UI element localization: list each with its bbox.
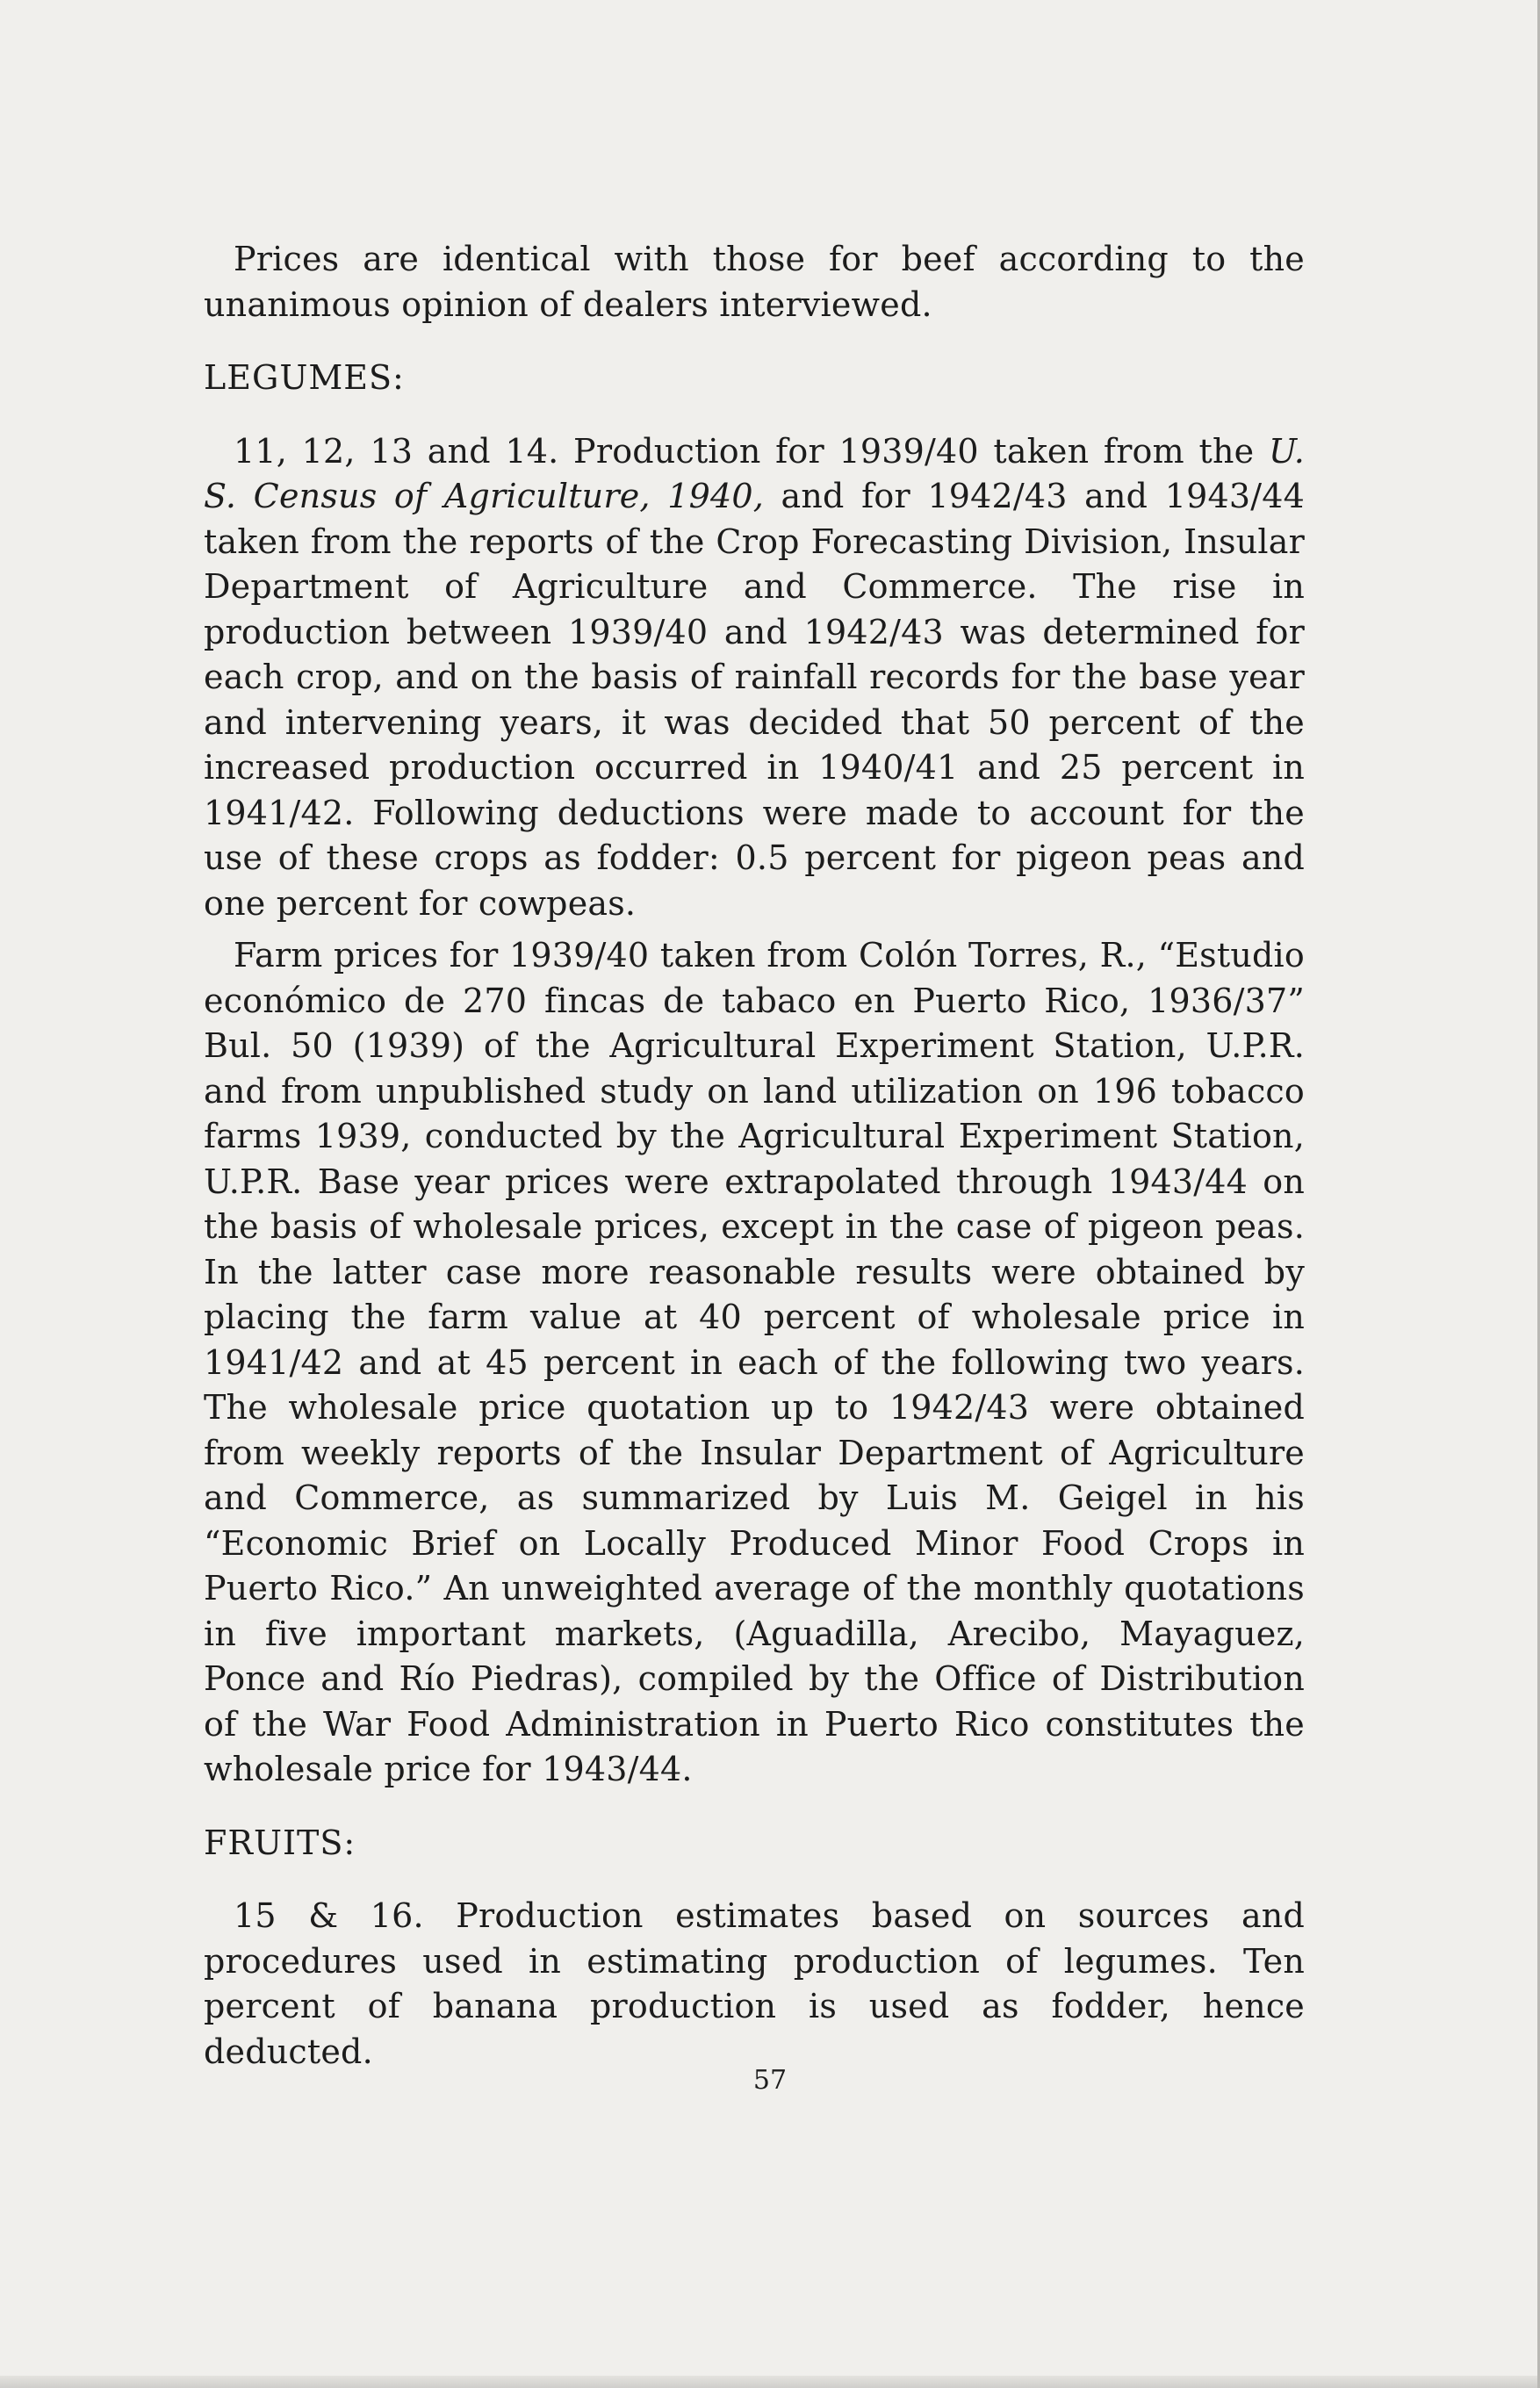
page-body (204, 237, 1305, 2075)
legumes-heading: LEGUMES: (204, 358, 405, 397)
page-number: 57 (752, 2065, 788, 2096)
intro-paragraph: Prices are identical with those for beef according to the unanimous opinion of dealers interviewed. (204, 240, 1305, 324)
legumes-paragraph-1-lead: 11, 12, 13 and 14. Production for 1939/40 taken from the (234, 431, 1269, 471)
legumes-paragraph-1-rest: and for 1942/43 and 1943/44 taken from the reports of the Crop Forecasting Division, Insular Department of Agriculture and Commerce. The rise in production between 1939/40 and 1942/43 was determined for each crop, and on the basis of rainfall records for the base year and intervening years, it was decided that 50 percent of the increased production occurred in 1940/41 and 25 percent in 1941/42. Following deductions were made to account for the use of these crops as fodder: 0.5 percent for pigeon peas and one percent for cowpeas. (204, 477, 1305, 923)
legumes-paragraph-1 (204, 429, 1305, 927)
census-title: U. S. Census of Agriculture, 1940, (204, 431, 1305, 515)
fruits-paragraph-1: 15 & 16. Production estimates based on sources and procedures used in estimating production of legumes. Ten percent of banana production is used as fodder, hence deducted. (204, 1896, 1305, 2071)
legumes-paragraph-2: Farm prices for 1939/40 taken from Colón Torres, R., “Estudio económico de 270 fincas de tabaco en Puerto Rico, 1936/37” Bul. 50 (1939) of the Agricultural Experiment Station, U.P.R. and from unpublished study on land utilization on 196 tobacco farms 1939, conducted by the Agricultural Experiment Station, U.P.R. Base year prices were extrapolated through 1943/44 on the basis of wholesale prices, except in the case of pigeon peas. In the latter case more reasonable results were obtained by placing the farm value at 40 percent of wholesale price in 1941/42 and at 45 percent in each of the following two years. The wholesale price quotation up to 1942/43 were obtained from weekly reports of the Insular Department of Agriculture and Commerce, as summarized by Luis M. Geigel in his “Economic Brief on Locally Produced Minor Food Crops in Puerto Rico.” An unweighted average of the monthly quotations in five important markets, (Aguadilla, Arecibo, Mayaguez, Ponce and Río Piedras), compiled by the Office of Distribution of the War Food Administration in Puerto Rico constitutes the wholesale price for 1943/44. (204, 936, 1305, 1788)
fruits-heading: FRUITS: (204, 1823, 356, 1862)
